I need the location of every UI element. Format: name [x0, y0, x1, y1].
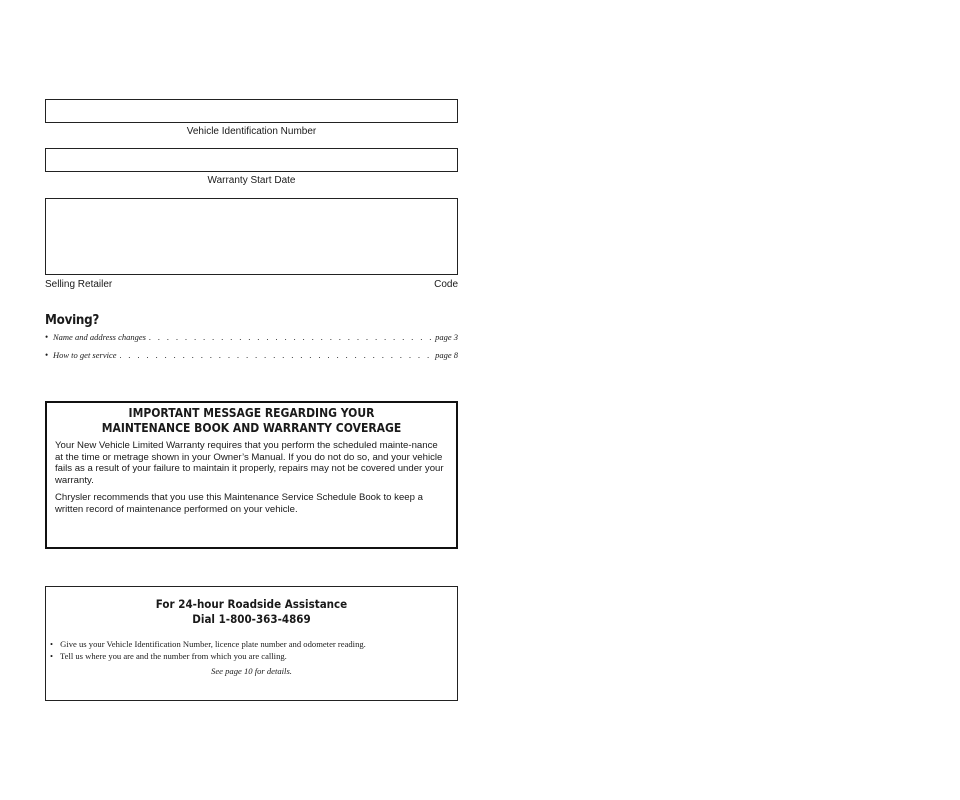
leader-dots — [120, 350, 433, 360]
moving-heading: Moving? — [45, 313, 100, 328]
roadside-see-page-note: See page 10 for details. — [211, 666, 292, 676]
important-paragraph-2: Chrysler recommends that you use this Maintenance Service Schedule Book to keep a written record of maintenance performed on your vehicle. — [55, 492, 423, 515]
toc-item-page: page 3 — [435, 332, 458, 342]
list-item — [50, 650, 457, 662]
toc-item-text: Name and address changes — [53, 332, 146, 342]
bullet-icon: • — [45, 350, 49, 360]
toc-row-get-service[interactable] — [45, 350, 458, 362]
toc-item-page: page 8 — [435, 350, 458, 360]
list-item — [50, 638, 457, 650]
toc-row-name-address[interactable] — [45, 332, 458, 344]
important-title-line2: MAINTENANCE BOOK AND WARRANTY COVERAGE — [101, 421, 402, 435]
vin-input-box[interactable] — [45, 99, 458, 123]
bullet-icon: • — [45, 332, 49, 342]
bullet-icon: • — [50, 639, 54, 649]
roadside-assistance-box — [45, 586, 458, 701]
code-label: Code — [434, 279, 458, 290]
toc-item-text: How to get service — [53, 350, 117, 360]
important-paragraph-1: Your New Vehicle Limited Warranty requires that you perform the scheduled mainte-nance at the time or metrage shown in your Owner’s Manual. If you do not do so, and your vehicle fails as a result of your failure to maintain it properly, repairs may not be covered under your warranty. — [55, 440, 444, 486]
roadside-phone-number: Dial 1-800-363-4869 — [192, 612, 311, 626]
roadside-instructions-list — [46, 638, 457, 662]
list-item-text: Tell us where you are and the number from which you are calling. — [60, 651, 287, 661]
vin-label: Vehicle Identification Number — [186, 126, 317, 137]
important-message-title — [67, 406, 435, 436]
roadside-title — [67, 597, 437, 627]
important-message-box — [45, 401, 458, 549]
bullet-icon: • — [50, 651, 54, 661]
list-item-text: Give us your Vehicle Identification Number, licence plate number and odometer reading. — [60, 639, 366, 649]
selling-retailer-box[interactable] — [45, 198, 458, 275]
warranty-date-input-box[interactable] — [45, 148, 458, 172]
roadside-title-line1: For 24-hour Roadside Assistance — [155, 597, 348, 611]
selling-retailer-label: Selling Retailer — [45, 279, 113, 290]
important-message-body — [47, 436, 456, 516]
important-title-line1: IMPORTANT MESSAGE REGARDING YOUR — [128, 406, 375, 420]
warranty-date-label: Warranty Start Date — [207, 175, 296, 186]
leader-dots — [149, 332, 432, 342]
